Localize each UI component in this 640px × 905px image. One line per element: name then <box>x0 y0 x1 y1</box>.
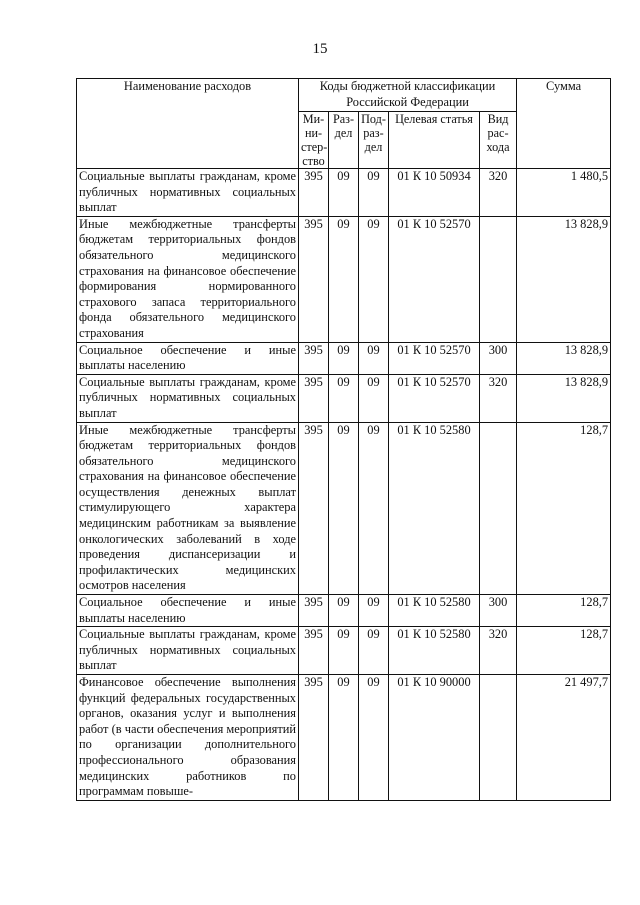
row-name: Иные межбюджетные трансферты бюджетам территориальных фондов обязательного медицинского страхования на финансовое обеспечение осуществления денежных выплат стимулирующего характера медицинским работникам за выявление онкологических заболеваний в ходе проведения диспансеризации и профилактических медицинских осмотров населения <box>77 422 299 595</box>
row-name: Социальное обеспечение и иные выплаты населению <box>77 595 299 627</box>
row-sum: 128,7 <box>517 595 611 627</box>
row-expense-type: 320 <box>480 627 517 675</box>
row-subsection: 09 <box>359 422 389 595</box>
header-codes: Коды бюджетной классификации Российской Федерации <box>299 79 517 112</box>
row-target: 01 К 10 52580 <box>389 595 480 627</box>
row-subsection: 09 <box>359 216 389 342</box>
row-subsection: 09 <box>359 627 389 675</box>
row-name: Иные межбюджетные трансферты бюджетам территориальных фондов обязательного медицинского страхования на финансовое обеспечение формирования нормированного страхового запаса территориального фонда обязательного медицинского страхования <box>77 216 299 342</box>
header-ministry: Ми- ни- стер- ство <box>299 112 329 169</box>
row-expense-type <box>480 216 517 342</box>
page-number: 15 <box>312 41 328 57</box>
row-expense-type <box>480 422 517 595</box>
row-name: Социальное обеспечение и иные выплаты населению <box>77 342 299 374</box>
row-subsection: 09 <box>359 675 389 801</box>
table-row <box>77 169 611 217</box>
row-expense-type: 300 <box>480 595 517 627</box>
budget-table <box>76 78 611 801</box>
header-sum: Сумма <box>517 79 611 169</box>
header-expense-type: Вид рас- хода <box>480 112 517 169</box>
row-target: 01 К 10 52580 <box>389 627 480 675</box>
table-row <box>77 675 611 801</box>
header-section: Раз- дел <box>329 112 359 169</box>
row-sum: 1 480,5 <box>517 169 611 217</box>
row-sum: 128,7 <box>517 627 611 675</box>
row-expense-type: 320 <box>480 169 517 217</box>
row-subsection: 09 <box>359 374 389 422</box>
row-sum: 13 828,9 <box>517 374 611 422</box>
row-section: 09 <box>329 627 359 675</box>
row-sum: 128,7 <box>517 422 611 595</box>
row-sum: 13 828,9 <box>517 342 611 374</box>
row-sum: 21 497,7 <box>517 675 611 801</box>
row-subsection: 09 <box>359 595 389 627</box>
row-ministry: 395 <box>299 374 329 422</box>
row-expense-type: 300 <box>480 342 517 374</box>
row-ministry: 395 <box>299 342 329 374</box>
row-section: 09 <box>329 595 359 627</box>
row-ministry: 395 <box>299 675 329 801</box>
row-target: 01 К 10 50934 <box>389 169 480 217</box>
header-row <box>77 79 611 112</box>
row-ministry: 395 <box>299 216 329 342</box>
table-row <box>77 422 611 595</box>
row-subsection: 09 <box>359 342 389 374</box>
row-name: Финансовое обеспечение выполнения функций федеральных государственных органов, оказания услуг и выполнения работ (в части обеспечения мероприятий по организации дополнительного профессионального образования медицинских работников по программам повыше- <box>77 675 299 801</box>
row-subsection: 09 <box>359 169 389 217</box>
row-target: 01 К 10 52570 <box>389 342 480 374</box>
row-section: 09 <box>329 216 359 342</box>
row-name: Социальные выплаты гражданам, кроме публичных нормативных социальных выплат <box>77 169 299 217</box>
row-section: 09 <box>329 422 359 595</box>
row-ministry: 395 <box>299 422 329 595</box>
row-target: 01 К 10 52580 <box>389 422 480 595</box>
header-subsection: Под- раз- дел <box>359 112 389 169</box>
row-target: 01 К 10 52570 <box>389 374 480 422</box>
row-ministry: 395 <box>299 595 329 627</box>
table-row <box>77 595 611 627</box>
row-section: 09 <box>329 374 359 422</box>
header-target: Целевая статья <box>389 112 480 169</box>
row-expense-type: 320 <box>480 374 517 422</box>
row-ministry: 395 <box>299 627 329 675</box>
row-sum: 13 828,9 <box>517 216 611 342</box>
table-row <box>77 342 611 374</box>
row-name: Социальные выплаты гражданам, кроме публичных нормативных социальных выплат <box>77 627 299 675</box>
row-section: 09 <box>329 342 359 374</box>
row-expense-type <box>480 675 517 801</box>
row-target: 01 К 10 52570 <box>389 216 480 342</box>
row-section: 09 <box>329 675 359 801</box>
header-name: Наименование расходов <box>77 79 299 169</box>
row-name: Социальные выплаты гражданам, кроме публичных нормативных социальных выплат <box>77 374 299 422</box>
row-target: 01 К 10 90000 <box>389 675 480 801</box>
table-row <box>77 374 611 422</box>
row-section: 09 <box>329 169 359 217</box>
table-row <box>77 216 611 342</box>
row-ministry: 395 <box>299 169 329 217</box>
table-row <box>77 627 611 675</box>
